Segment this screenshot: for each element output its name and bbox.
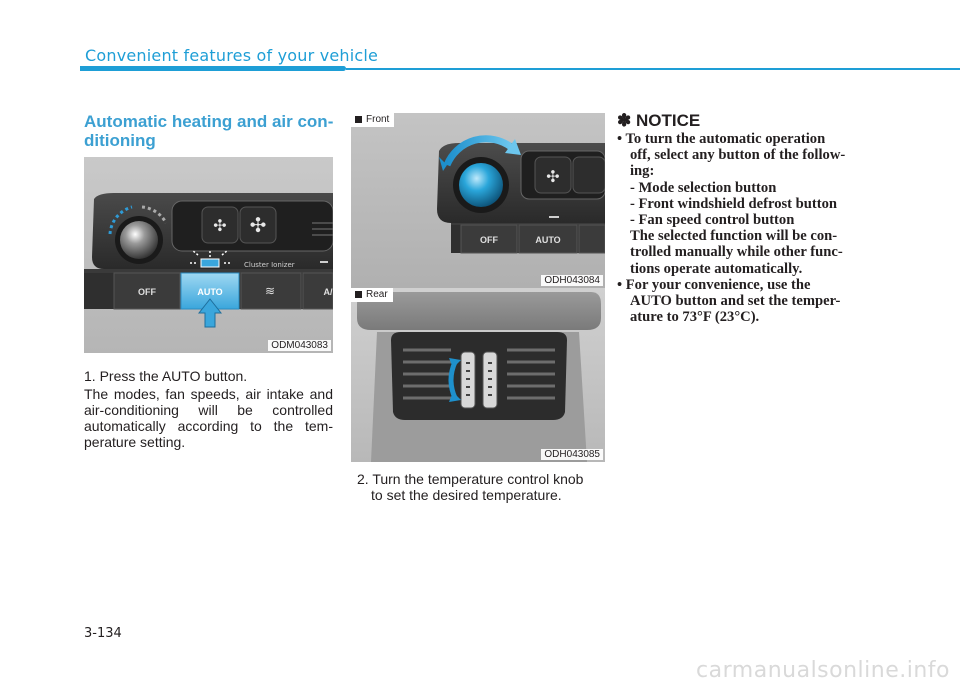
front-auto-label: AUTO [535, 235, 561, 245]
notice-line: The selected function will be con- [630, 228, 838, 245]
figure-code: ODM043083 [268, 340, 331, 351]
watermark: carmanualsonline.info [696, 658, 950, 683]
front-panel-illustration [351, 113, 605, 288]
page-number: 3-134 [84, 626, 122, 641]
notice-line: off, select any button of the follow- [630, 147, 846, 164]
climate-panel-illustration [84, 157, 333, 353]
svg-text:≋: ≋ [264, 284, 276, 298]
figure-rear [351, 288, 605, 462]
notice-line: trolled manually while other func- [630, 244, 843, 261]
notice-bullet-1 [617, 131, 879, 277]
header-accent-bar [80, 66, 346, 71]
auto-button-label: AUTO [197, 287, 223, 297]
figure-front [351, 113, 605, 288]
step-1: 1. Press the AUTO button. [84, 368, 248, 384]
svg-text:✣: ✣ [213, 216, 227, 235]
figure-code: ODH043084 [541, 275, 603, 286]
rear-vent-illustration [351, 288, 605, 462]
step-2-line-1: 2. Turn the temperature control knob [357, 471, 584, 487]
notice-line: AUTO button and set the temper- [630, 293, 841, 310]
header-rule [346, 68, 960, 70]
figure-label-rear: Rear [351, 288, 393, 302]
svg-text:✣: ✣ [249, 213, 267, 237]
section-title: Automatic heating and air con- ditioning [84, 112, 334, 150]
front-off-label: OFF [480, 235, 498, 245]
step-2-line-2: to set the desired temperature. [371, 487, 562, 503]
notice-line: tions operate automatically. [630, 260, 803, 277]
notice-title: ✽ NOTICE [617, 111, 701, 130]
notice-bullet-1-lead: • To turn the automatic operation [617, 131, 826, 147]
figure-auto-button [84, 157, 333, 353]
notice-bullet-2-lead: • For your convenience, use the [617, 277, 811, 293]
off-button-label: OFF [138, 287, 156, 297]
notice-line: - Front windshield defrost button [630, 195, 838, 212]
ac-button-label: A/ [323, 287, 333, 297]
header-title: Convenient features of your vehicle [85, 46, 379, 65]
notice-bullet-2 [617, 277, 879, 326]
notice-line: - Mode selection button [630, 179, 777, 196]
notice-line: - Fan speed control button [630, 212, 795, 229]
ionizer-indicator-label: Cluster Ionizer [244, 261, 295, 269]
notice-line: ing: [630, 163, 655, 180]
figure-code: ODH043085 [541, 449, 603, 460]
auto-description: The modes, fan speeds, air intake and air-conditioning will be controlled automatically according to the tem- perature setting. [84, 386, 333, 450]
figure-label-front: Front [351, 113, 394, 127]
notice-line: ature to 73°F (23°C). [630, 309, 760, 326]
svg-text:✣: ✣ [546, 167, 560, 186]
